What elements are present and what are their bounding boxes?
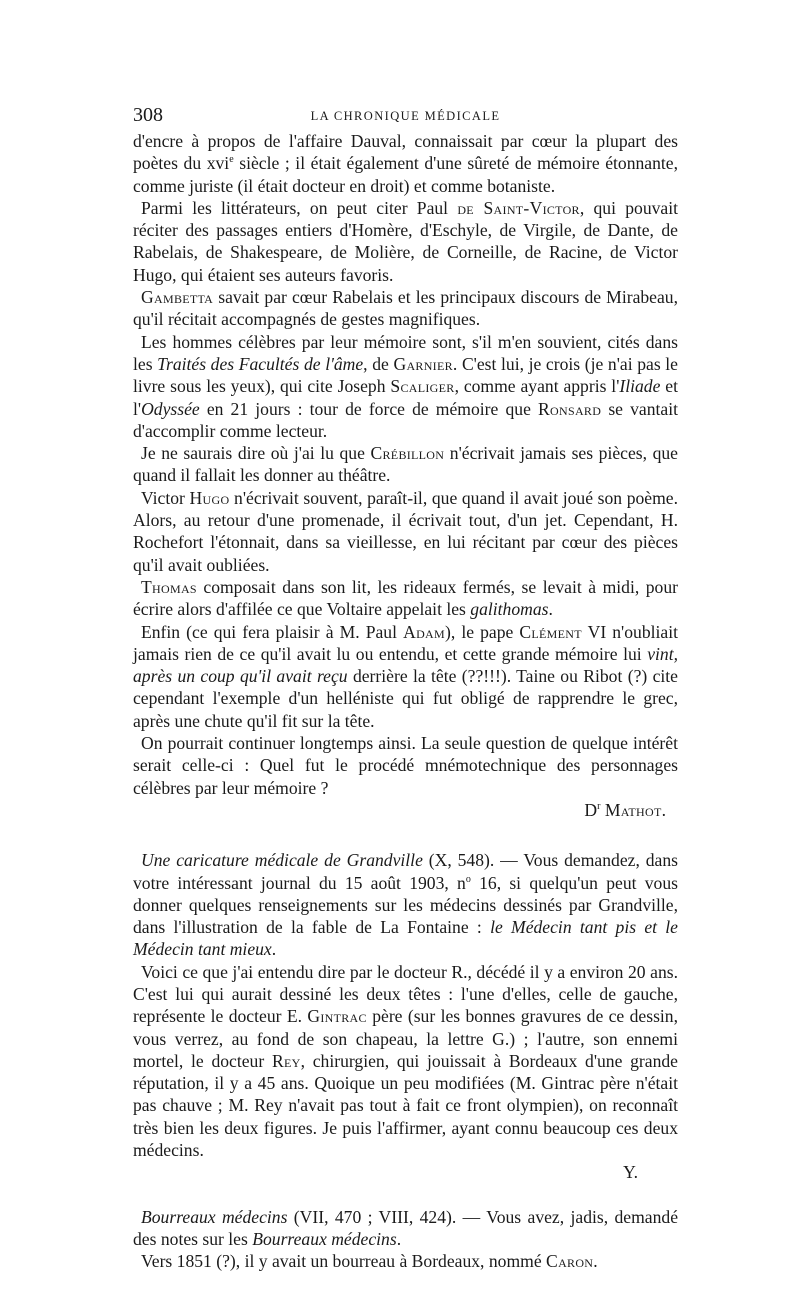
paragraph-9: On pourrait continuer longtemps ainsi. La seule question de quelque intérêt serait celle-ci : Quel fut le procédé mnémotechnique des personnages célèbres par leur mémoire ? [133, 733, 678, 798]
section-gap [133, 821, 678, 849]
query-grandville: Une caricature médicale de Grandville (X, 548). — Vous demandez, dans votre intéressant journal du 15 août 1903, $n^o$ 16, si quelqu'un peut vous donner quelques renseignements sur les médecins dessinés par Grandville, dans l'illustration de la fable de La Fontaine : le Médecin tant pis et le Médecin tant mieux. [133, 850, 678, 960]
page [133, 100, 678, 1273]
paragraph-4: Les hommes célèbres par leur mémoire sont, s'il m'en souvient, cités dans les Traités des Facultés de l'âme, de Garnier. C'est lui, je crois (je n'ai pas le livre sous les yeux), qui cite Joseph Scaliger, comme ayant appris l'Iliade et l'Odyssée en 21 jours : tour de force de mémoire que Ronsard se vantait d'accomplir comme lecteur. [133, 331, 678, 441]
paragraph-8: Enfin (ce qui fera plaisir à M. Paul Adam), le pape Clément VI n'oubliait jamais rien de ce qu'il avait lu ou entendu, et cette grande mémoire lui vint, après un coup qu'il avait reçu derrière la tête (??!!!). Taine ou Ribot (?) cite cependant l'exemple d'un helléniste qui fut obligé de rapprendre le grec, après une chute qu'il fit sur la tête. [133, 621, 678, 731]
query-bourreaux: Bourreaux médecins (VII, 470 ; VIII, 424). — Vous avez, jadis, demandé des notes sur les Bourreaux médecins. [133, 1206, 678, 1249]
paragraph-7: Thomas composait dans son lit, les rideaux fermés, se levait à midi, pour écrire alors d'affilée ce que Voltaire appelait les galithomas. [133, 576, 678, 620]
answer-grandville: Voici ce que j'ai entendu dire par le docteur R., décédé il y a environ 20 ans. C'est lui qui aurait dessiné les deux têtes : l'une d'elles, celle de gauche, représente le docteur E. Gintrac père (sur les bonnes gravures de ce dessin, vous verrez, au fond de son chapeau, la lettre G.) ; l'autre, son ennemi mortel, le docteur Rey, chirurgien, qui jouissait à Bordeaux d'une grande réputation, il y a 45 ans. Quoique un peu modifiées (M. Gintrac père n'était pas chauve ; M. Rey n'avait pas tout à fait ce front olympien), on reconnaît très bien les deux figures. Je puis l'affirmer, ayant connu beaucoup ces deux médecins. [133, 961, 678, 1161]
signature-mathot: $D^r$ Mathot. [584, 799, 666, 820]
paragraph-2: Parmi les littérateurs, on peut citer Paul de Saint-Victor, qui pouvait réciter des passages entiers d'Homère, d'Eschyle, de Virgile, de Dante, de Rabelais, de Shakespeare, de Molière, de Corneille, de Racine, de Victor Hugo, qui étaient ses auteurs favoris. [133, 197, 678, 285]
paragraph-3: Gambetta savait par cœur Rabelais et les principaux discours de Mirabeau, qu'il récitait accompagnés de gestes magnifiques. [133, 287, 678, 330]
article-body [133, 130, 678, 1273]
page-number: 308 [133, 104, 163, 126]
section-gap [133, 1184, 678, 1206]
paragraph-1: d'encre à propos de l'affaire Dauval, connaissait par cœur la plupart des poètes du xvi$^e$ siècle ; il était également d'une sûreté de mémoire étonnante, comme juriste (il était docteur en droit) et comme botaniste. [133, 131, 679, 196]
page-header [133, 100, 678, 126]
paragraph-6: Victor Hugo n'écrivait souvent, paraît-il, que quand il avait joué son poème. Alors, au retour d'une promenade, il écrivait tout, d'un jet. Cependant, H. Rochefort l'étonnait, dans sa vieillesse, en lui récitant par cœur des pièces qu'il avait oubliées. [133, 487, 678, 575]
answer-bourreaux: Vers 1851 (?), il y avait un bourreau à Bordeaux, nommé Caron. [141, 1251, 598, 1272]
signature-y: Y. [623, 1162, 638, 1183]
paragraph-5: Je ne saurais dire où j'ai lu que Crébillon n'écrivait jamais ses pièces, que quand il fallait les donner au théâtre. [133, 443, 678, 486]
running-title: LA CHRONIQUE MÉDICALE [310, 109, 501, 123]
